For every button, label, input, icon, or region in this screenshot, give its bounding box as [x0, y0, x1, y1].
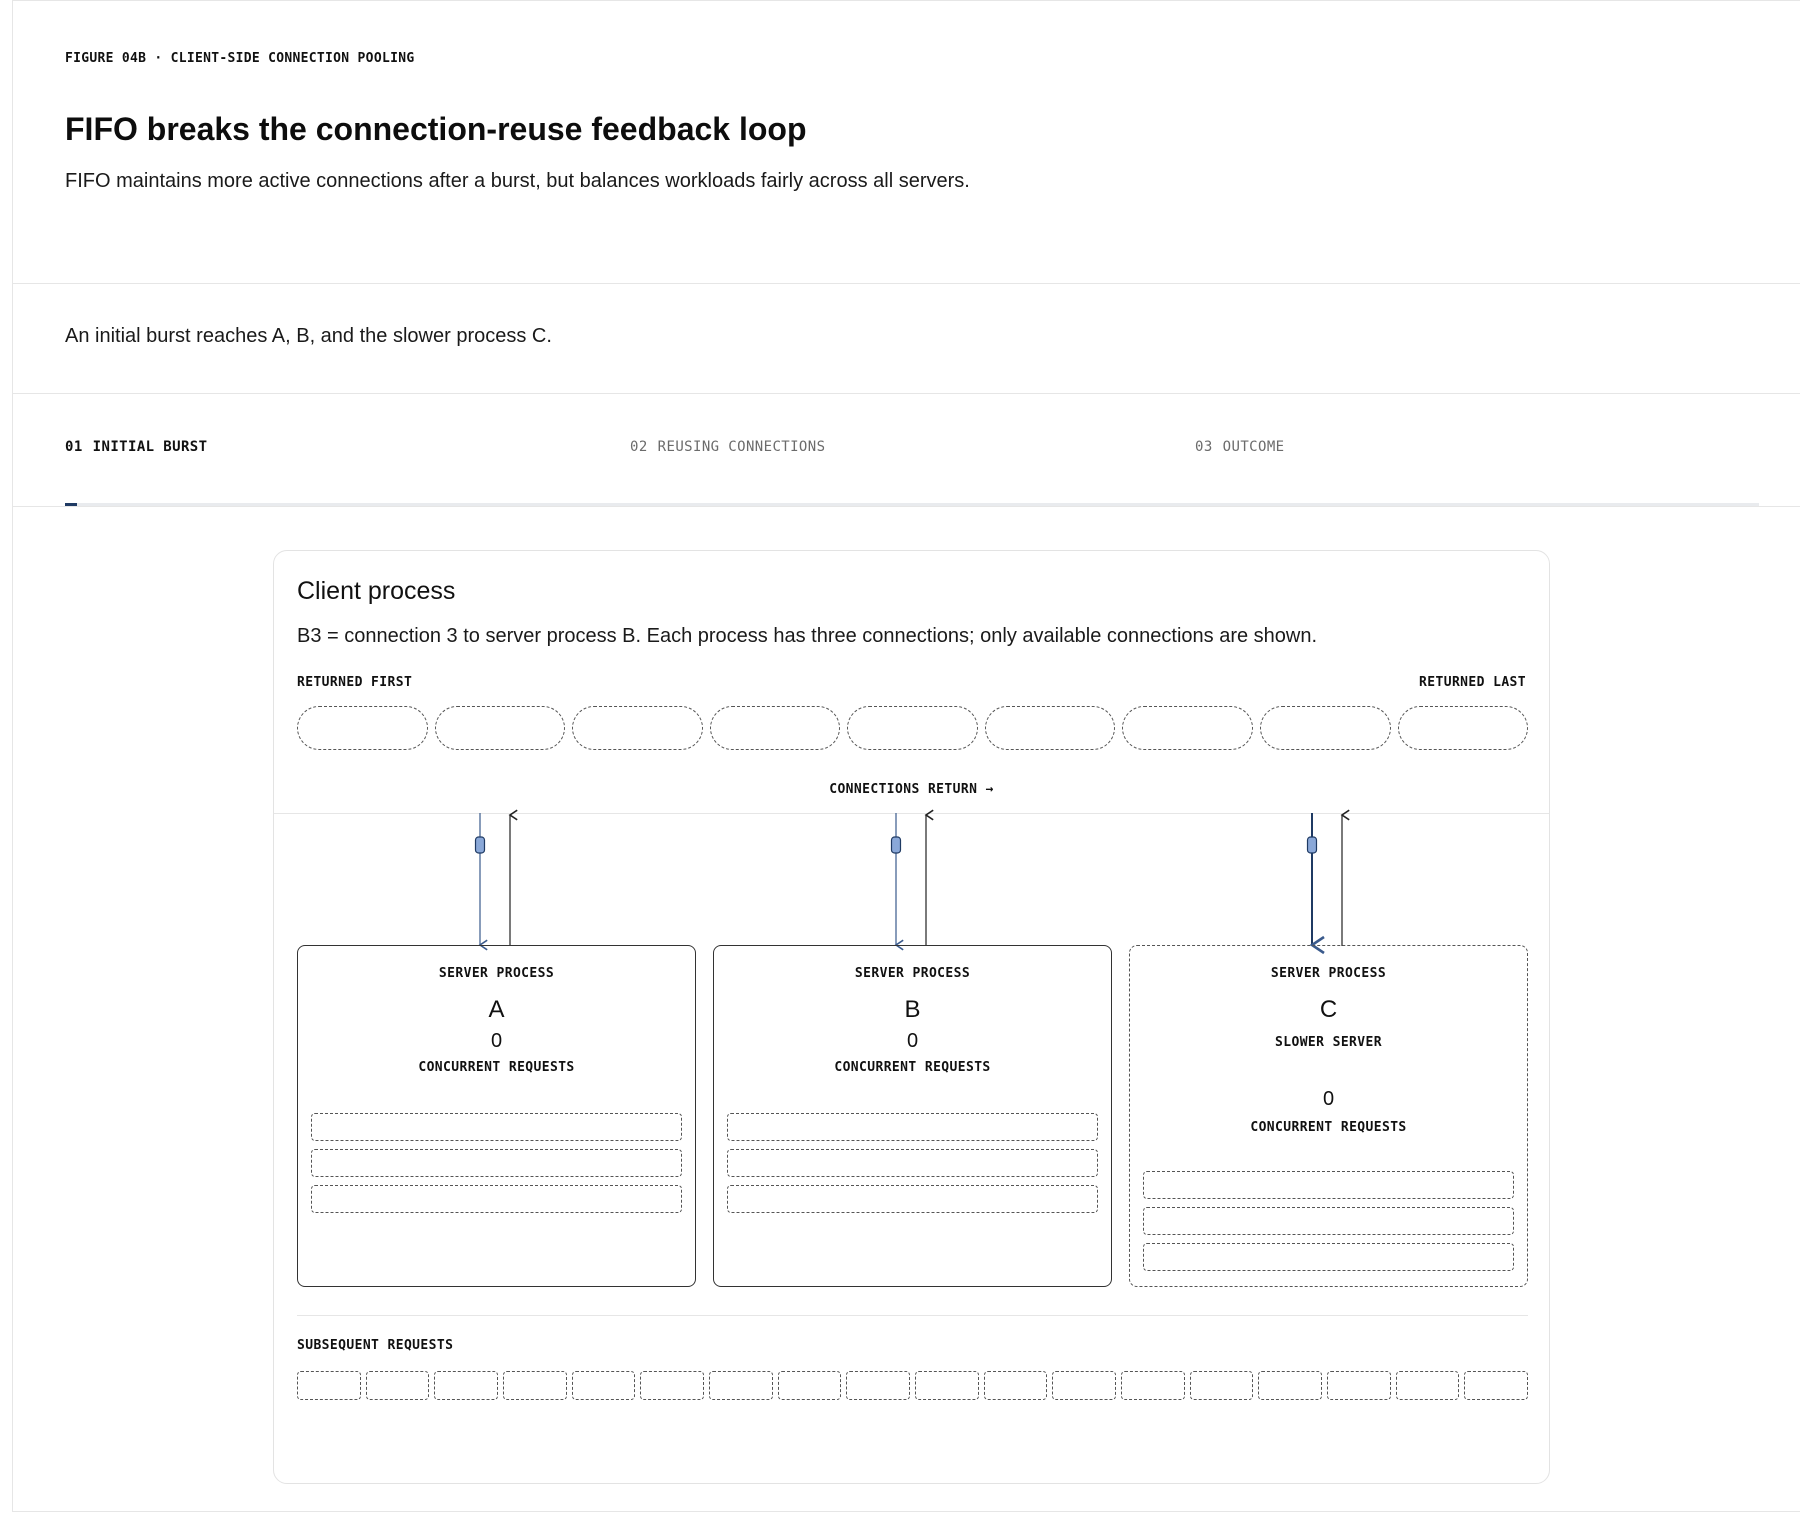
server-label: SERVER PROCESS	[1270, 966, 1387, 981]
server-name: C	[1319, 996, 1338, 1023]
request-slot	[1258, 1371, 1322, 1400]
arrow-pair-c	[1308, 813, 1343, 946]
tab-initial-burst[interactable]	[65, 439, 207, 455]
client-title: Client process	[297, 577, 456, 605]
request-slot	[1190, 1371, 1254, 1400]
request-slot	[503, 1371, 567, 1400]
connections-return-label: CONNECTIONS RETURN →	[829, 782, 994, 797]
client-description: B3 = connection 3 to server process B. Each process has three connections; only available connections are shown.	[297, 625, 1318, 647]
pool-slot-empty	[710, 706, 841, 750]
server-name: A	[488, 996, 505, 1023]
request-slot	[434, 1371, 498, 1400]
subsequent-requests-label: SUBSEQUENT REQUESTS	[297, 1338, 454, 1353]
connection-slot	[311, 1185, 682, 1213]
request-slot	[1327, 1371, 1391, 1400]
pool-slot-empty	[435, 706, 566, 750]
server-label: SERVER PROCESS	[854, 966, 971, 981]
returned-first-label: RETURNED FIRST	[297, 675, 413, 690]
divider	[13, 393, 1800, 394]
step-label: REUSING CONNECTIONS	[657, 439, 826, 455]
tab-reusing-connections[interactable]	[630, 439, 825, 455]
subsequent-requests-queue	[297, 1371, 1528, 1400]
request-slot	[572, 1371, 636, 1400]
server-label: SERVER PROCESS	[438, 966, 555, 981]
connection-slot	[727, 1149, 1098, 1177]
concurrent-count: 0	[906, 1030, 919, 1052]
request-slot	[915, 1371, 979, 1400]
step-label: OUTCOME	[1222, 439, 1285, 455]
pool-slot-empty	[985, 706, 1116, 750]
request-slot	[1052, 1371, 1116, 1400]
client-process-panel	[273, 550, 1550, 1484]
slower-server-label: SLOWER SERVER	[1275, 1035, 1382, 1050]
pool-slot-empty	[297, 706, 428, 750]
pool-slot-empty	[847, 706, 978, 750]
request-slot	[846, 1371, 910, 1400]
server-process-c	[1129, 945, 1528, 1287]
request-slot	[640, 1371, 704, 1400]
connection-slot	[727, 1185, 1098, 1213]
connection-slots	[727, 1113, 1098, 1213]
concurrent-label: CONCURRENT REQUESTS	[1250, 1120, 1407, 1135]
request-slot	[297, 1371, 361, 1400]
connection-slot	[1143, 1207, 1514, 1235]
figure-subtitle: FIFO maintains more active connections after a burst, but balances workloads fairly across all servers.	[65, 170, 970, 192]
connection-slot	[1143, 1243, 1514, 1271]
step-caption: An initial burst reaches A, B, and the slower process C.	[65, 325, 552, 347]
divider	[13, 283, 1800, 284]
request-arrows	[274, 813, 1551, 948]
tab-outcome[interactable]	[1195, 439, 1284, 455]
pool-slot-empty	[1122, 706, 1253, 750]
request-slot	[709, 1371, 773, 1400]
returned-last-label: RETURNED LAST	[1419, 675, 1526, 690]
divider	[13, 506, 1800, 507]
request-slot	[1464, 1371, 1528, 1400]
pool-slot-empty	[1398, 706, 1529, 750]
step-label: INITIAL BURST	[92, 439, 208, 455]
step-number: 03	[1195, 439, 1213, 455]
arrow-pair-a	[476, 813, 511, 946]
divider	[297, 1315, 1528, 1316]
pool-slot-empty	[1260, 706, 1391, 750]
figure	[12, 0, 1800, 1512]
server-process-b	[713, 945, 1112, 1287]
concurrent-count: 0	[490, 1030, 503, 1052]
request-token	[476, 837, 485, 853]
step-number: 02	[630, 439, 648, 455]
figure-eyebrow: FIGURE 04B · CLIENT-SIDE CONNECTION POOLING	[65, 51, 415, 66]
connection-slot	[1143, 1171, 1514, 1199]
connection-slots	[1143, 1171, 1514, 1271]
arrow-pair-b	[892, 813, 927, 946]
step-number: 01	[65, 439, 83, 455]
request-token	[1308, 837, 1317, 853]
concurrent-count: 0	[1322, 1088, 1335, 1110]
request-slot	[366, 1371, 430, 1400]
connection-slot	[311, 1149, 682, 1177]
request-slot	[1121, 1371, 1185, 1400]
connection-pool	[297, 706, 1528, 750]
figure-title: FIFO breaks the connection-reuse feedback loop	[65, 111, 807, 147]
server-process-a	[297, 945, 696, 1287]
request-slot	[778, 1371, 842, 1400]
request-slot	[984, 1371, 1048, 1400]
connection-slots	[311, 1113, 682, 1213]
request-slot	[1396, 1371, 1460, 1400]
connection-slot	[311, 1113, 682, 1141]
request-token	[892, 837, 901, 853]
concurrent-label: CONCURRENT REQUESTS	[418, 1060, 575, 1075]
server-name: B	[904, 996, 921, 1023]
concurrent-label: CONCURRENT REQUESTS	[834, 1060, 991, 1075]
pool-slot-empty	[572, 706, 703, 750]
connection-slot	[727, 1113, 1098, 1141]
